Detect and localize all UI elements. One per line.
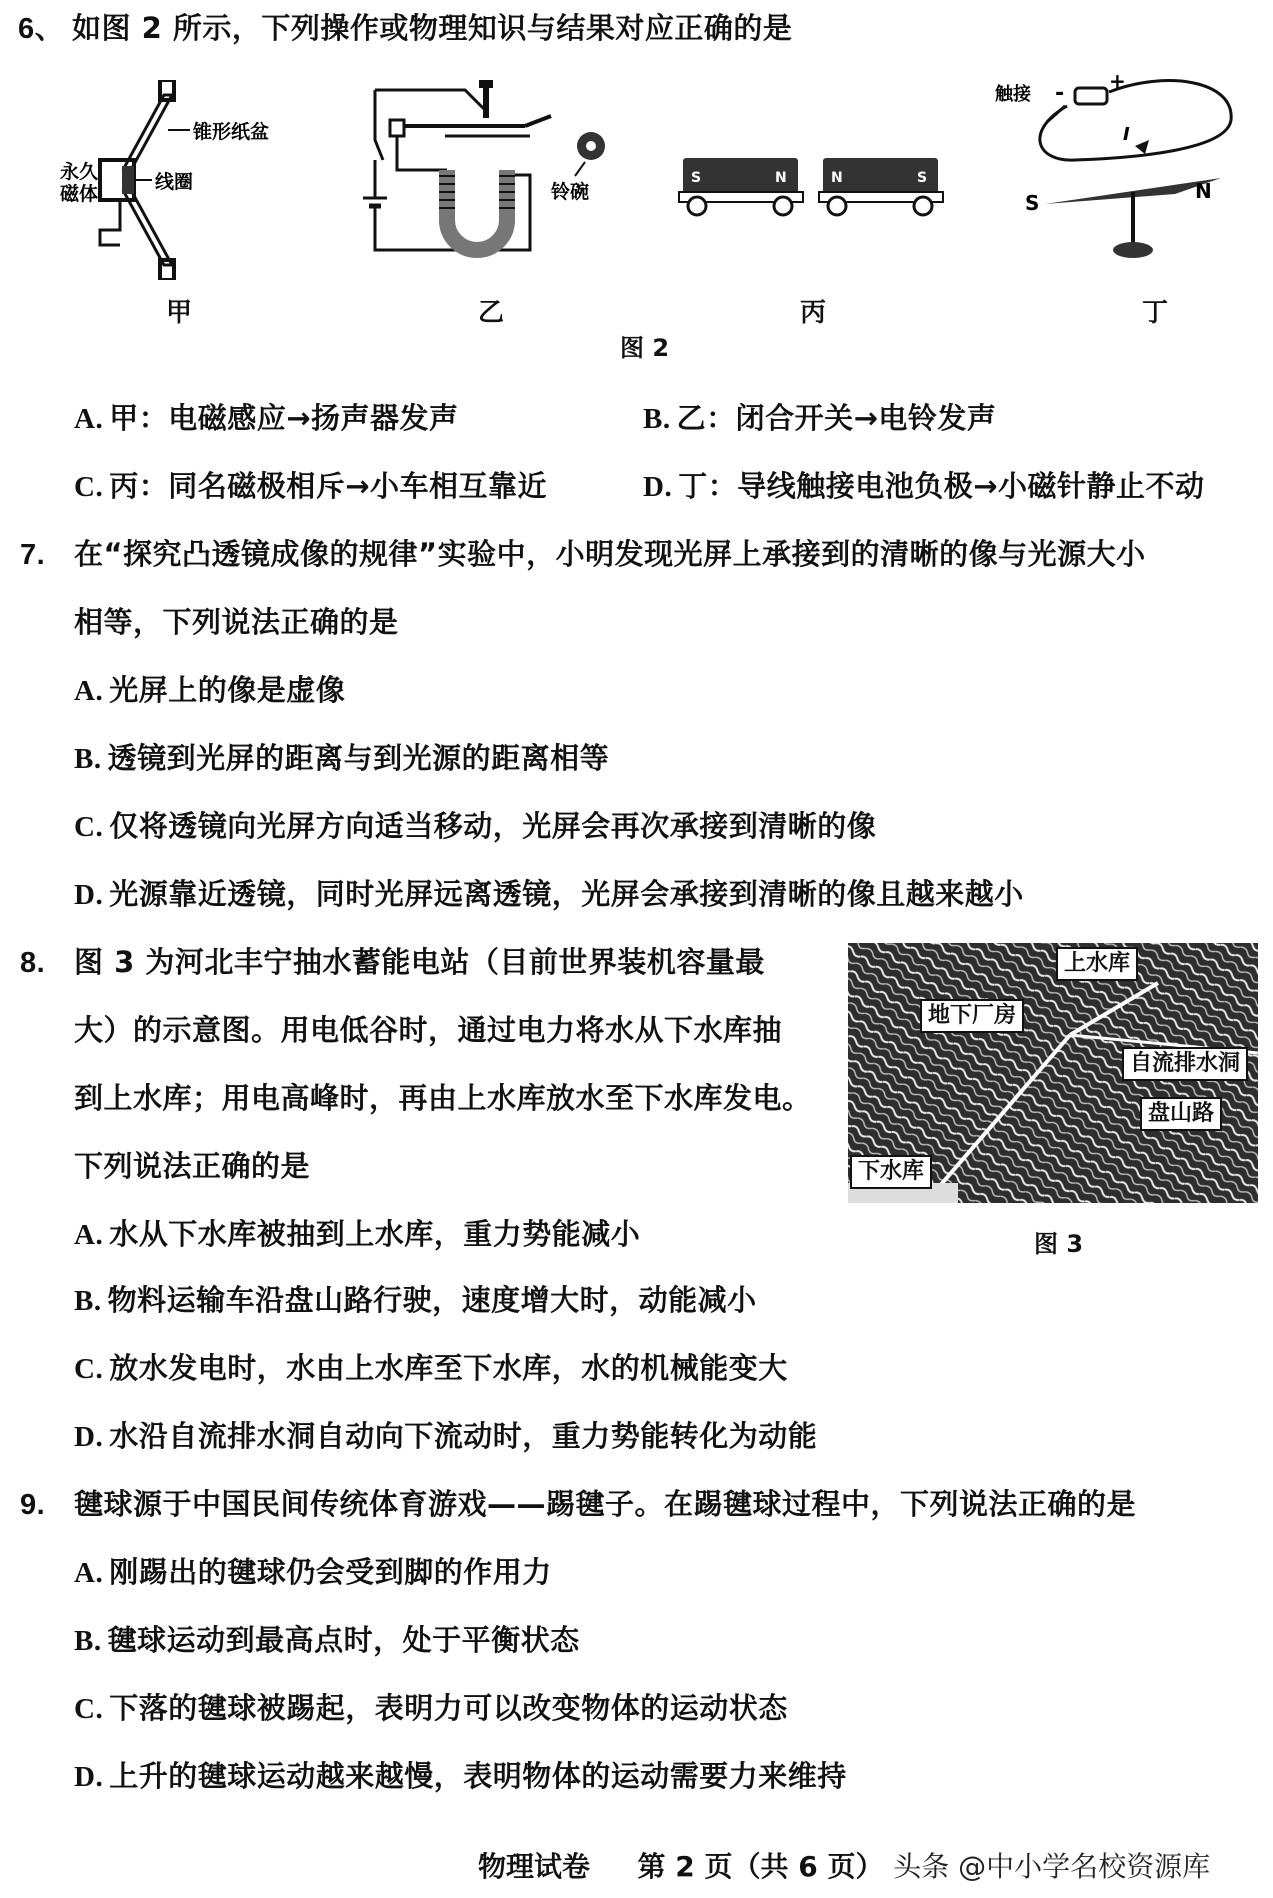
figure-2-caption: 图 2: [620, 334, 670, 362]
svg-text:铃碗: 铃碗: [551, 181, 590, 203]
tag-lower-reservoir: 下水库: [850, 1155, 932, 1189]
q7-stem-line1: 7. 在“探究凸透镜成像的规律”实验中，小明发现光屏上承接到的清晰的像与光源大小: [20, 537, 1146, 571]
q8-option-d: D. 水沿自流排水洞自动向下流动时，重力势能转化为动能: [74, 1419, 818, 1453]
svg-text:I: I: [1123, 124, 1130, 145]
figure-2-bing-magnet-carts: [675, 150, 950, 220]
figure-2-yi-electric-bell: [355, 80, 615, 260]
q6-stem: [18, 10, 792, 47]
q9-option-d: D. 上升的毽球运动越来越慢，表明物体的运动需要力来维持: [74, 1759, 847, 1793]
question-number: 6、: [18, 13, 65, 45]
q8-stem-line4: 下列说法正确的是: [74, 1149, 311, 1183]
stem-text: 如图 2 所示，下列操作或物理知识与结果对应正确的是: [72, 11, 793, 45]
q9-stem: 9. 毽球源于中国民间传统体育游戏——踢毽子。在踢毽球过程中，下列说法正确的是: [20, 1487, 1137, 1521]
figure-2-ding-oersted: [995, 70, 1255, 270]
footer-subject: 物理试卷: [478, 1850, 591, 1883]
q7-option-d: D. 光源靠近透镜，同时光屏远离透镜，光屏会承接到清晰的像且越来越小: [74, 877, 1024, 911]
svg-text:N: N: [775, 170, 787, 186]
footer-watermark: 头条 @中小学名校资源库: [893, 1850, 1211, 1883]
svg-text:-: -: [1055, 81, 1065, 106]
q6-option-a: A. 甲：电磁感应→扬声器发声: [74, 401, 459, 435]
q9-option-c: C. 下落的毽球被踢起，表明力可以改变物体的运动状态: [74, 1691, 788, 1725]
q7-stem-line2: 相等，下列说法正确的是: [74, 605, 399, 639]
q8-option-c: C. 放水发电时，水由上水库至下水库，水的机械能变大: [74, 1351, 788, 1385]
footer-page-number: 第 2 页（共 6 页）: [637, 1850, 884, 1883]
q6-option-d: D. 丁：导线触接电池负极→小磁针静止不动: [643, 469, 1205, 503]
question-number: 9.: [20, 1489, 46, 1521]
panel-label-bing: 丙: [800, 298, 827, 328]
svg-text:磁体: 磁体: [60, 183, 99, 205]
tag-underground-powerhouse: 地下厂房: [920, 999, 1024, 1033]
svg-text:N: N: [1195, 179, 1212, 203]
svg-text:S: S: [691, 170, 702, 186]
q8-stem-line1: 8. 图 3 为河北丰宁抽水蓄能电站（目前世界装机容量最: [20, 945, 765, 979]
panel-label-ding: 丁: [1142, 298, 1169, 328]
q8-option-b: B. 物料运输车沿盘山路行驶，速度增大时，动能减小: [74, 1283, 757, 1317]
svg-text:N: N: [831, 170, 843, 186]
q7-option-c: C. 仅将透镜向光屏方向适当移动，光屏会再次承接到清晰的像: [74, 809, 877, 843]
q9-option-a: A. 刚踢出的毽球仍会受到脚的作用力: [74, 1555, 552, 1589]
q6-option-b: B. 乙：闭合开关→电铃发声: [643, 401, 997, 435]
tag-drainage-tunnel: 自流排水洞: [1122, 1047, 1248, 1081]
svg-text:S: S: [917, 170, 928, 186]
panel-label-yi: 乙: [478, 298, 505, 328]
q8-stem-line3: 到上水库；用电高峰时，再由上水库放水至下水库发电。: [74, 1081, 812, 1115]
tag-upper-reservoir: 上水库: [1056, 947, 1138, 981]
tag-mountain-road: 盘山路: [1140, 1097, 1222, 1131]
question-number: 8.: [20, 947, 46, 979]
page-footer: [478, 1845, 1210, 1885]
svg-text:永久: 永久: [60, 161, 99, 183]
svg-text:+: +: [1109, 70, 1126, 93]
q8-stem-line2: 大）的示意图。用电低谷时，通过电力将水从下水库抽: [74, 1013, 783, 1047]
figure-3-caption: 图 3: [1034, 1230, 1084, 1258]
q8-option-a: A. 水从下水库被抽到上水库，重力势能减小: [74, 1217, 641, 1251]
svg-text:线圈: 线圈: [155, 171, 194, 193]
panel-label-jia: 甲: [166, 298, 193, 328]
q7-option-b: B. 透镜到光屏的距离与到光源的距离相等: [74, 741, 610, 775]
figure-2-jia-speaker: [60, 80, 280, 280]
svg-text:锥形纸盆: 锥形纸盆: [193, 121, 270, 143]
q6-option-c: C. 丙：同名磁极相斥→小车相互靠近: [74, 469, 548, 503]
q9-option-b: B. 毽球运动到最高点时，处于平衡状态: [74, 1623, 580, 1657]
q7-option-a: A. 光屏上的像是虚像: [74, 673, 346, 707]
figure-3-pumped-storage-map: [848, 943, 1258, 1203]
svg-text:触接: 触接: [995, 84, 1031, 105]
svg-text:S: S: [1025, 191, 1040, 215]
question-number: 7.: [20, 539, 46, 571]
